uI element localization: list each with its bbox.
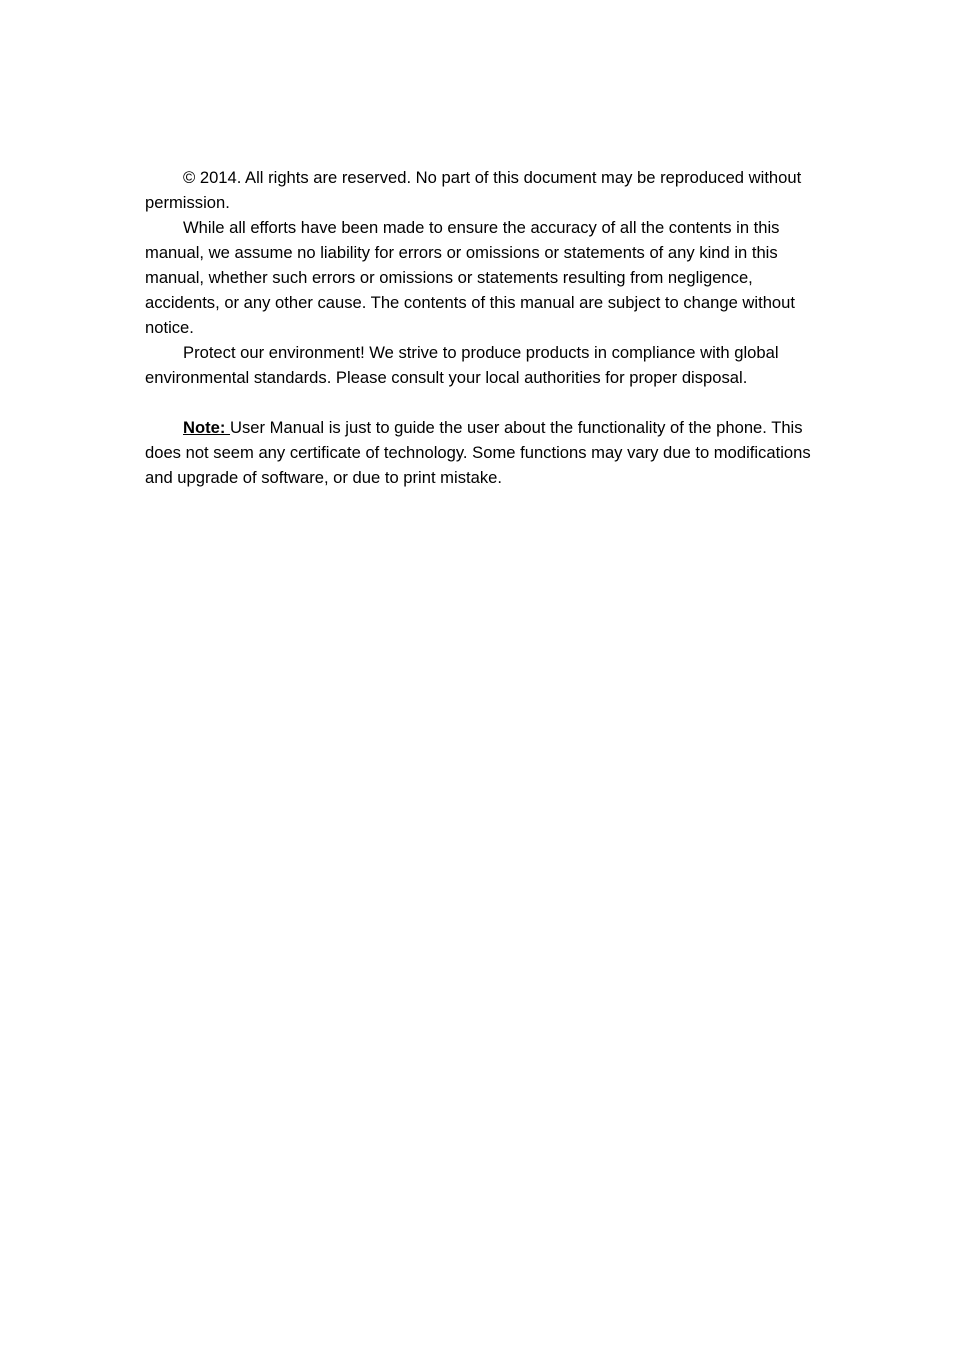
document-body bbox=[145, 165, 825, 490]
note-label: Note: bbox=[183, 418, 231, 437]
note-text: User Manual is just to guide the user about the functionality of the phone. This does not seem any certificate of technology. Some functions may vary due to modifications and upgrade of software, or due to print mistake. bbox=[145, 418, 811, 487]
disclaimer-paragraph: While all efforts have been made to ensure the accuracy of all the contents in this manual, we assume no liability for errors or omissions or statements of any kind in this manual, whether such errors or omissions or statements resulting from negligence, accidents, or any other cause. The contents of this manual are subject to change without notice. bbox=[145, 218, 796, 337]
copyright-paragraph: © 2014. All rights are reserved. No part of this document may be reproduced without permission. bbox=[145, 168, 802, 212]
note-paragraph bbox=[145, 415, 825, 490]
paragraph-spacer bbox=[145, 390, 825, 415]
environment-paragraph: Protect our environment! We strive to produce products in compliance with global environmental standards. Please consult your local authorities for proper disposal. bbox=[145, 343, 779, 387]
